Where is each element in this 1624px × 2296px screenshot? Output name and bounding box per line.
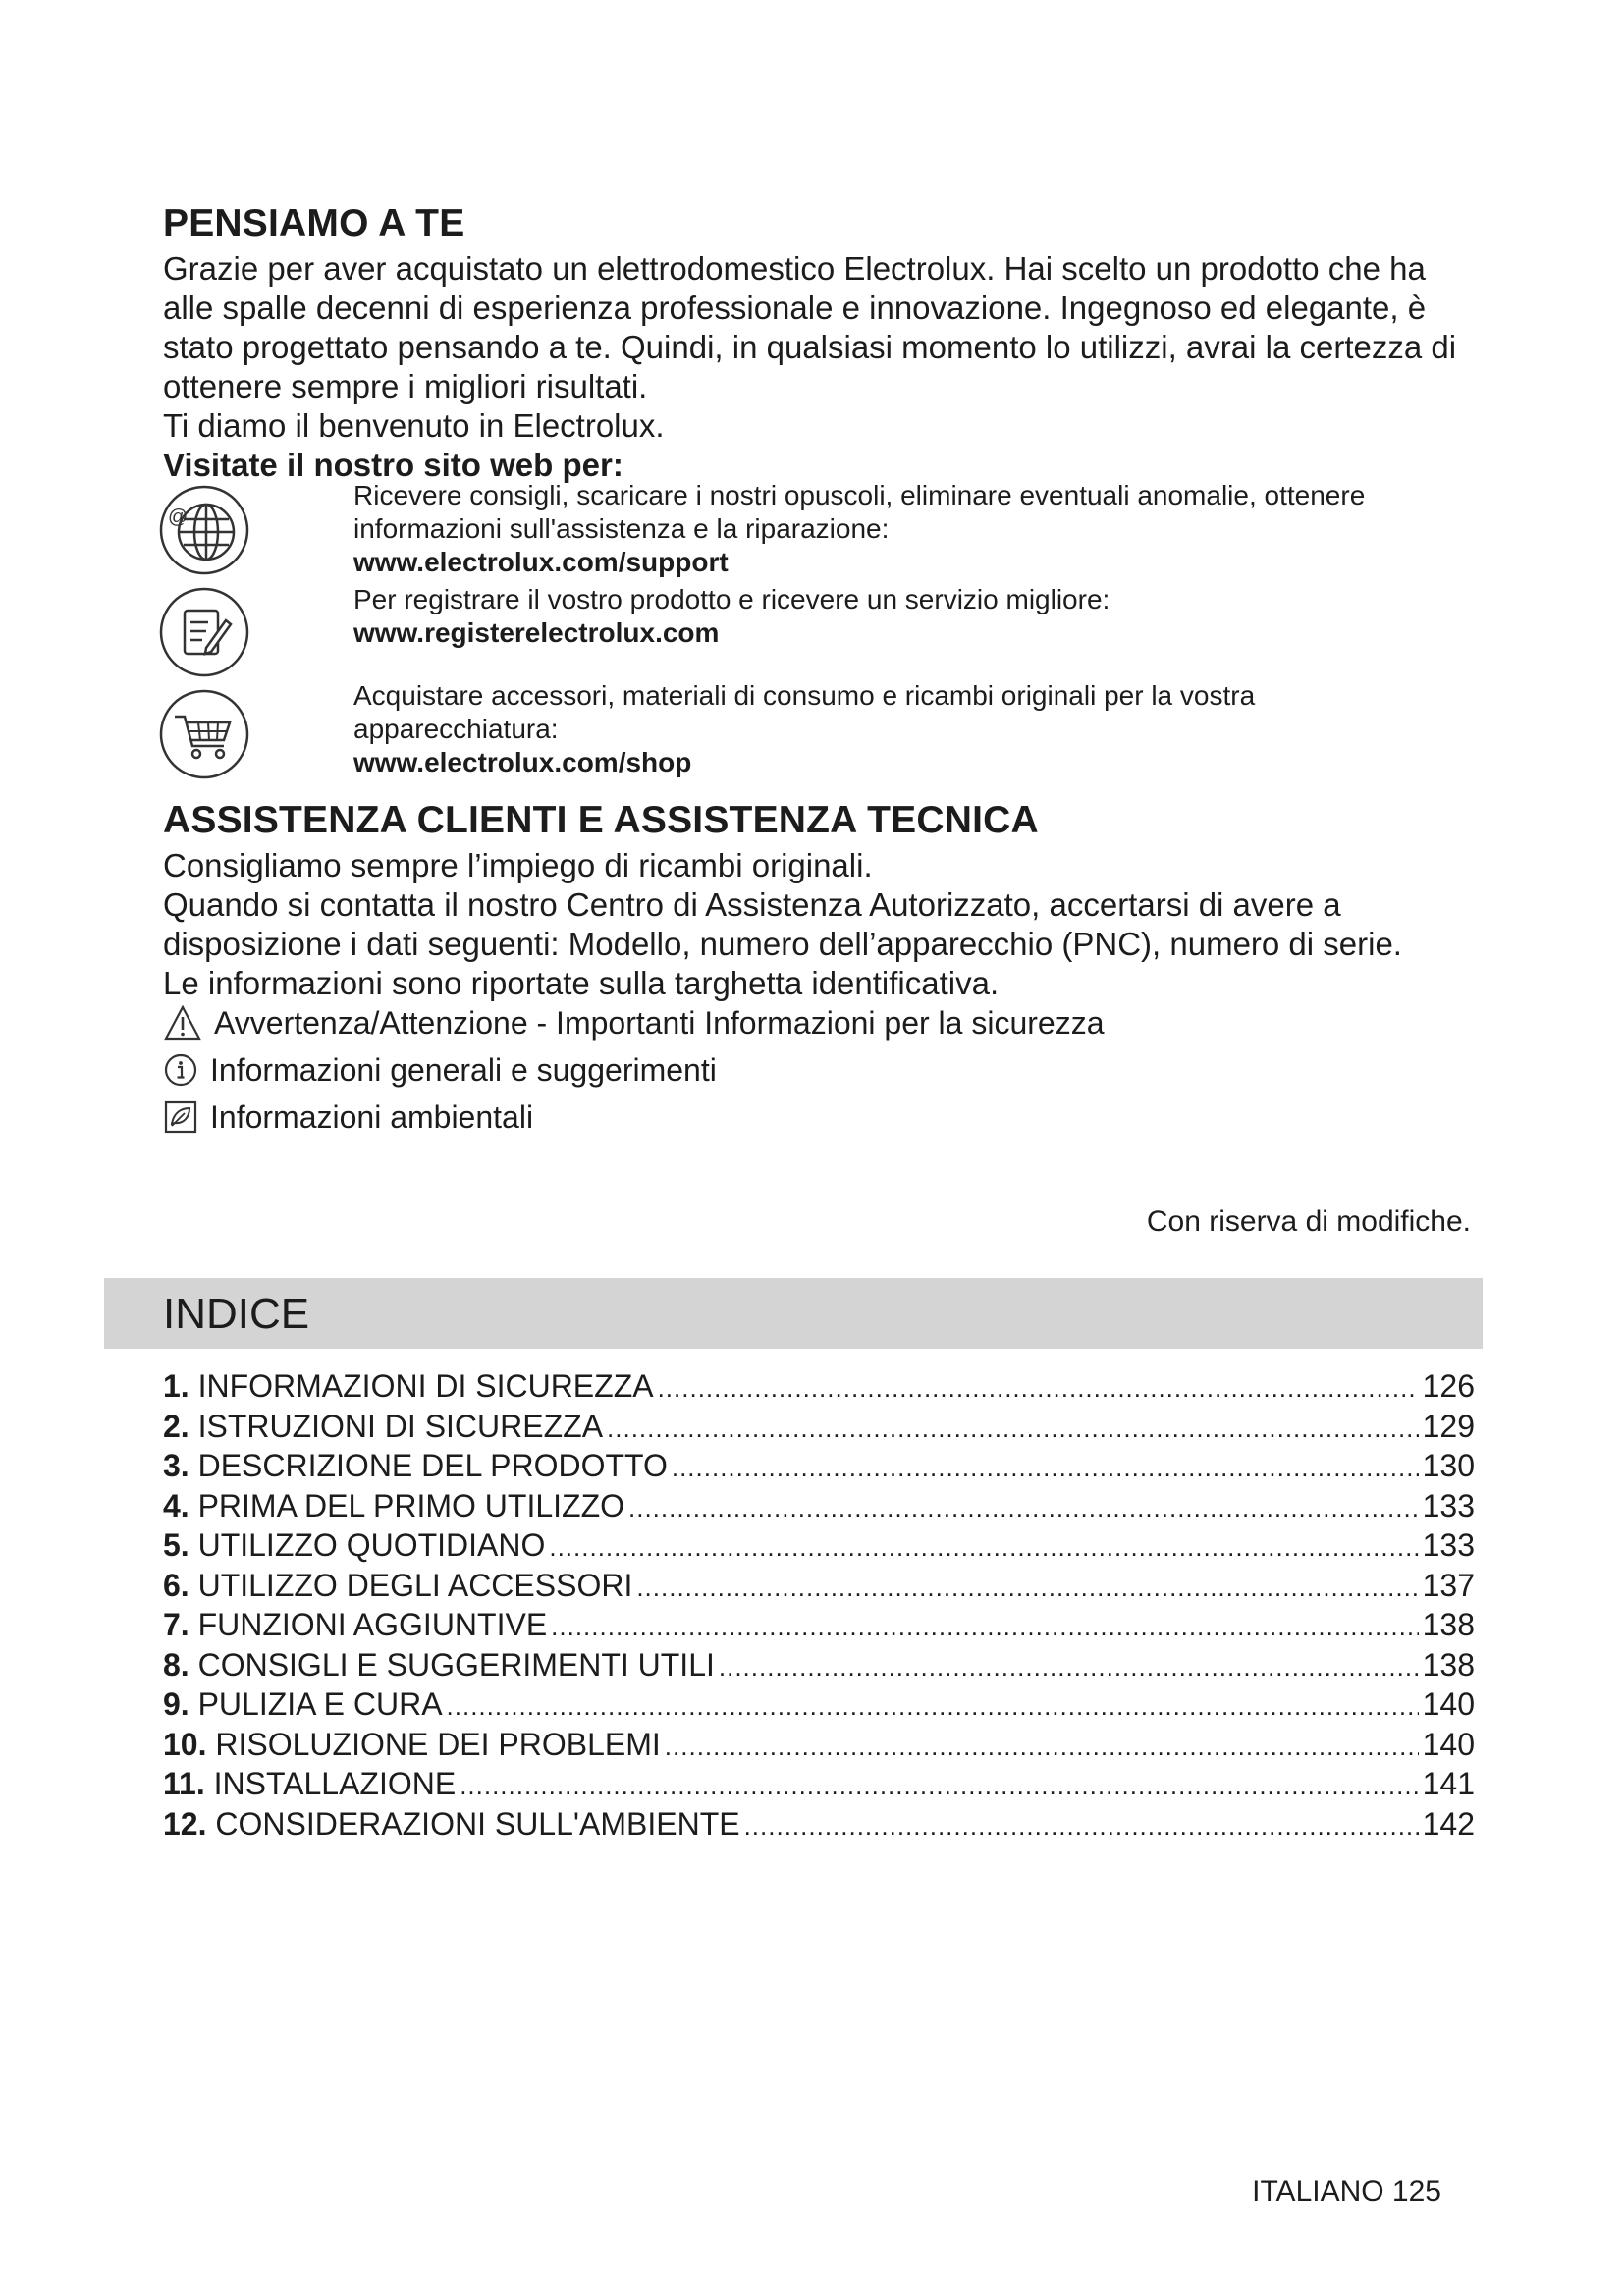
toc-number: 7.: [163, 1607, 189, 1642]
toc-entry[interactable]: [163, 1527, 1475, 1568]
visit-website-label: Visitate il nostro sito web per:: [163, 447, 623, 483]
toc-title: ISTRUZIONI DI SICUREZZA: [197, 1408, 604, 1444]
toc-page: 133: [1422, 1527, 1475, 1563]
globe-icon: [157, 483, 251, 577]
toc-entry[interactable]: [163, 1368, 1475, 1409]
toc-page: 140: [1422, 1726, 1475, 1762]
support-link[interactable]: www.electrolux.com/support: [353, 547, 729, 577]
toc-page: 126: [1422, 1368, 1475, 1404]
toc-number: 6.: [163, 1567, 189, 1603]
toc-page: 130: [1422, 1448, 1475, 1483]
toc-page: 137: [1422, 1567, 1475, 1603]
toc-title: PRIMA DEL PRIMO UTILIZZO: [197, 1487, 624, 1523]
toc-number: 2.: [163, 1408, 189, 1444]
welcome-paragraph: Grazie per aver acquistato un elettrodomestico Electrolux. Hai scelto un prodotto che ha alle spalle decenni di esperienza professionale e innovazione. Ingegnoso ed elegante, è stato progettato pensando a te. Quindi, in qualsiasi momento lo utilizzi, avrai la certezza di ottenere sempre i migliori risultati.: [163, 250, 1457, 404]
web-item-text: [353, 679, 1463, 779]
toc-number: 9.: [163, 1686, 189, 1722]
toc-number: 3.: [163, 1448, 189, 1483]
welcome-greeting: Ti diamo il benvenuto in Electrolux.: [163, 407, 665, 444]
toc-number: 1.: [163, 1368, 189, 1404]
support-line: Quando si contatta il nostro Centro di Assistenza Autorizzato, accertarsi di avere a disposizione i dati seguenti: Modello, numero dell’apparecchio (PNC), numero di serie.: [163, 886, 1402, 962]
toc-number: 11.: [163, 1766, 205, 1801]
toc-entry[interactable]: [163, 1806, 1475, 1846]
environment-icon: [163, 1099, 198, 1135]
toc-entry[interactable]: [163, 1686, 1475, 1727]
toc-leader: [460, 1771, 1418, 1801]
toc-number: 5.: [163, 1527, 189, 1563]
web-item-description: Ricevere consigli, scaricare i nostri opuscoli, eliminare eventuali anomalie, ottenere informazioni sull'assistenza e la riparazione:: [353, 480, 1366, 544]
symbol-legend: [163, 999, 1105, 1141]
support-line: Consigliamo sempre l’impiego di ricambi originali.: [163, 847, 873, 883]
section-heading-support: ASSISTENZA CLIENTI E ASSISTENZA TECNICA: [163, 799, 1039, 841]
toc-number: 4.: [163, 1487, 189, 1523]
toc-leader: [636, 1573, 1418, 1603]
section-heading-welcome: PENSIAMO A TE: [163, 202, 465, 244]
toc-page: 141: [1422, 1766, 1475, 1801]
web-item-support: [157, 479, 1473, 587]
legend-item: [163, 1094, 1105, 1141]
register-link[interactable]: www.registerelectrolux.com: [353, 617, 720, 648]
legend-label: Informazioni ambientali: [210, 1099, 534, 1135]
welcome-text: [163, 249, 1459, 485]
toc-entry[interactable]: [163, 1448, 1475, 1488]
toc-title: INFORMAZIONI DI SICUREZZA: [197, 1368, 654, 1404]
toc-leader: [719, 1652, 1419, 1682]
toc-entry[interactable]: [163, 1607, 1475, 1647]
toc-title: INSTALLAZIONE: [213, 1766, 457, 1801]
toc-title: CONSIGLI E SUGGERIMENTI UTILI: [197, 1646, 715, 1682]
svg-text:@: @: [168, 507, 189, 528]
toc-entry[interactable]: [163, 1727, 1475, 1767]
toc-title: DESCRIZIONE DEL PRODOTTO: [197, 1448, 668, 1483]
toc-leader: [549, 1532, 1418, 1563]
toc-page: 138: [1422, 1646, 1475, 1682]
legend-item: [163, 1046, 1105, 1094]
toc-leader: [672, 1453, 1419, 1483]
toc-page: 140: [1422, 1686, 1475, 1722]
toc-page: 138: [1422, 1607, 1475, 1642]
toc-entry[interactable]: [163, 1409, 1475, 1449]
toc-leader: [628, 1493, 1419, 1523]
toc-title: PULIZIA E CURA: [197, 1686, 443, 1722]
legend-label: Informazioni generali e suggerimenti: [210, 1052, 717, 1088]
page-footer: ITALIANO 125: [1252, 2175, 1441, 2208]
web-item-shop: [157, 679, 1473, 787]
toc-entry[interactable]: [163, 1568, 1475, 1608]
web-item-text: [353, 479, 1463, 579]
toc-title: CONSIDERAZIONI SULL'AMBIENTE: [215, 1805, 740, 1842]
toc-entry[interactable]: [163, 1647, 1475, 1687]
toc-number: 8.: [163, 1646, 189, 1682]
web-item-description: Per registrare il vostro prodotto e ricevere un servizio migliore:: [353, 584, 1110, 614]
toc-title: UTILIZZO DEGLI ACCESSORI: [197, 1567, 633, 1603]
toc-leader: [551, 1612, 1418, 1642]
web-item-text: [353, 583, 1463, 650]
toc-leader: [607, 1414, 1419, 1444]
toc-page: 129: [1422, 1408, 1475, 1444]
support-line: Le informazioni sono riportate sulla targhetta identificativa.: [163, 965, 1000, 1001]
toc-leader: [744, 1811, 1419, 1842]
legend-label: Avvertenza/Attenzione - Importanti Informazioni per la sicurezza: [214, 1005, 1105, 1041]
support-text: [163, 846, 1459, 1003]
toc-page: 142: [1422, 1805, 1475, 1842]
toc-number: 10.: [163, 1726, 207, 1762]
toc-leader: [658, 1373, 1419, 1404]
reserve-note: Con riserva di modifiche.: [1146, 1205, 1471, 1238]
index-header-bar: [104, 1278, 1483, 1349]
toc-title: RISOLUZIONE DEI PROBLEMI: [215, 1726, 661, 1762]
info-icon: [163, 1052, 198, 1088]
toc-leader: [665, 1732, 1419, 1762]
index-title: INDICE: [163, 1290, 310, 1338]
table-of-contents: [163, 1368, 1475, 1845]
toc-leader: [447, 1691, 1419, 1722]
toc-entry[interactable]: [163, 1488, 1475, 1528]
warning-icon: [163, 1004, 202, 1041]
shopping-cart-icon: [157, 687, 251, 781]
toc-entry[interactable]: [163, 1766, 1475, 1806]
toc-title: UTILIZZO QUOTIDIANO: [197, 1527, 546, 1563]
shop-link[interactable]: www.electrolux.com/shop: [353, 747, 692, 777]
web-item-description: Acquistare accessori, materiali di consumo e ricambi originali per la vostra apparecchiatura:: [353, 680, 1256, 744]
toc-number: 12.: [163, 1805, 207, 1842]
web-item-register: [157, 583, 1473, 681]
toc-page: 133: [1422, 1487, 1475, 1523]
legend-item: [163, 999, 1105, 1046]
register-icon: [157, 585, 251, 679]
toc-title: FUNZIONI AGGIUNTIVE: [197, 1607, 548, 1642]
